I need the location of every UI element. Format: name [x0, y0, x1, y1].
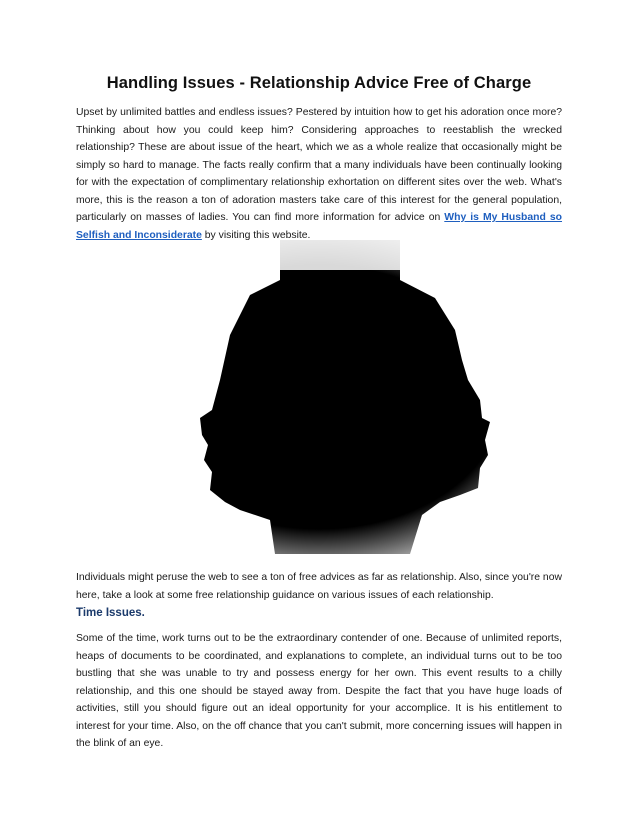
- section-body-paragraph: Some of the time, work turns out to be the extraordinary contender of one. Because of unlimited reports, heaps of documents to be coordinated, and explanations to complete, an individual turns out to be too bustling that she was unable to try and possess energy for her own. This event results to a chilly relationship, and this one should be stayed away from. Despite the fact that you have huge loads of activities, still you should figure out an ideal opportunity for your accomplice. It is his entitlement to interest for your time. Also, on the off chance that you can't submit, more concerning issues will happen in the blink of an eye.: [76, 633, 562, 749]
- section-heading: Time Issues.: [76, 607, 145, 619]
- intro-text-end: by visiting this website.: [201, 229, 311, 241]
- after-image-paragraph: Individuals might peruse the web to see a ton of free advices as far as relationship. Also, since you're now here, take a look at some free relationship guidance on various issues of each relationship.: [76, 572, 562, 601]
- intro-text: Upset by unlimited battles and endless issues? Pestered by intuition how to get his adoration once more? Thinking about how you could keep him? Considering approaches to reestablish the wrecked relationship? These are about issue of the heart, which we as a whole realize that occasionally might be simply so hard to manage. The facts really confirm that a many individuals have been continually looking for with the expectation of complimentary relationship exhortation on different sites over the web. What's more, this is the reason a ton of adoration masters take care of this interest for the general population, particularly on masses of ladies. You can find more information for advice on: [76, 107, 562, 223]
- husband-advice-link[interactable]: Why is My Husband so Selfish and Inconsiderate: [76, 212, 563, 241]
- intro-paragraph: [76, 104, 562, 244]
- couple-silhouette-image: [100, 240, 538, 554]
- page-title: Handling Issues - Relationship Advice Free of Charge: [106, 74, 532, 92]
- couple-silhouette-graphic: [100, 240, 538, 554]
